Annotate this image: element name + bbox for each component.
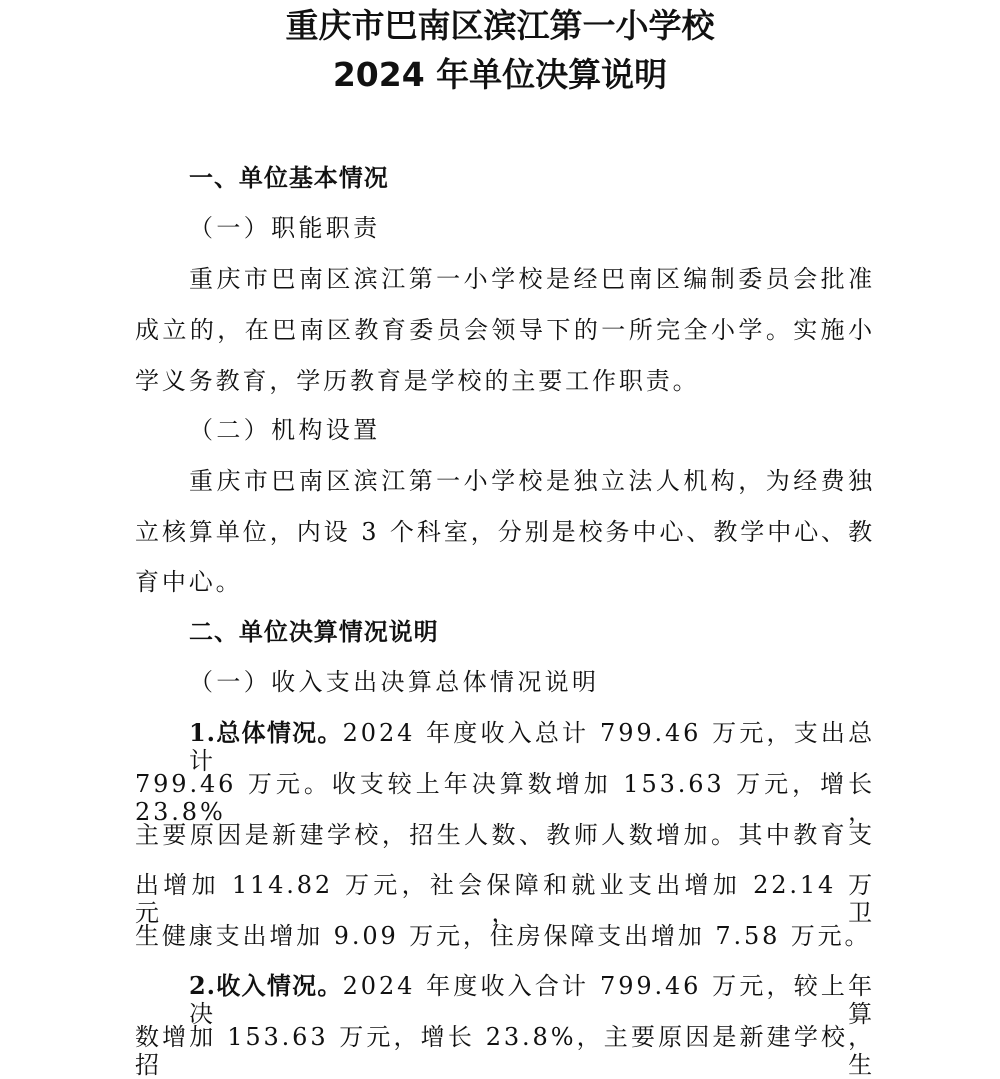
paragraph-line: 799.46 万元。收支较上年决算数增加 153.63 万元，增长 23.8%， [135,770,875,826]
document-title-line-2: 2024 年单位决算说明 [332,55,668,94]
document-title-line-1: 重庆市巴南区滨江第一小学校 [285,6,715,45]
section-2-sub-1-heading: （一）收入支出决算总体情况说明 [189,668,600,696]
paragraph-line: 育中心。 [135,568,243,596]
paragraph-line: 出增加 114.82 万元，社会保障和就业支出增加 22.14 万元，卫 [135,871,875,927]
paragraph-lead: 2.收入情况。 [189,971,343,1000]
paragraph-lead: 1.总体情况。 [189,718,343,747]
paragraph-line: 主要原因是新建学校，招生人数、教师人数增加。其中教育支 [135,821,875,849]
paragraph-line [189,718,875,775]
paragraph-text: 2024 年度收入合计 799.46 万元，较上年决算 [189,972,875,1028]
section-2-heading: 二、单位决算情况说明 [189,618,439,646]
paragraph-line: 重庆市巴南区滨江第一小学校是独立法人机构，为经费独 [189,467,875,495]
paragraph-line: 成立的，在巴南区教育委员会领导下的一所完全小学。实施小 [135,316,875,344]
section-1-heading: 一、单位基本情况 [189,164,389,192]
paragraph-line: 数增加 153.63 万元，增长 23.8%，主要原因是新建学校，招生 [135,1023,875,1079]
paragraph-line: 生健康支出增加 9.09 万元，住房保障支出增加 7.58 万元。 [135,922,872,950]
section-1-sub-1-heading: （一）职能职责 [189,214,381,242]
paragraph-line [189,971,875,1028]
paragraph-line: 学义务教育，学历教育是学校的主要工作职责。 [135,367,700,395]
paragraph-line: 立核算单位，内设 3 个科室，分别是校务中心、教学中心、教 [135,518,875,546]
paragraph-text: 2024 年度收入总计 799.46 万元，支出总计 [189,719,875,775]
paragraph-line: 重庆市巴南区滨江第一小学校是经巴南区编制委员会批准 [189,265,875,293]
section-1-sub-2-heading: （二）机构设置 [189,416,381,444]
